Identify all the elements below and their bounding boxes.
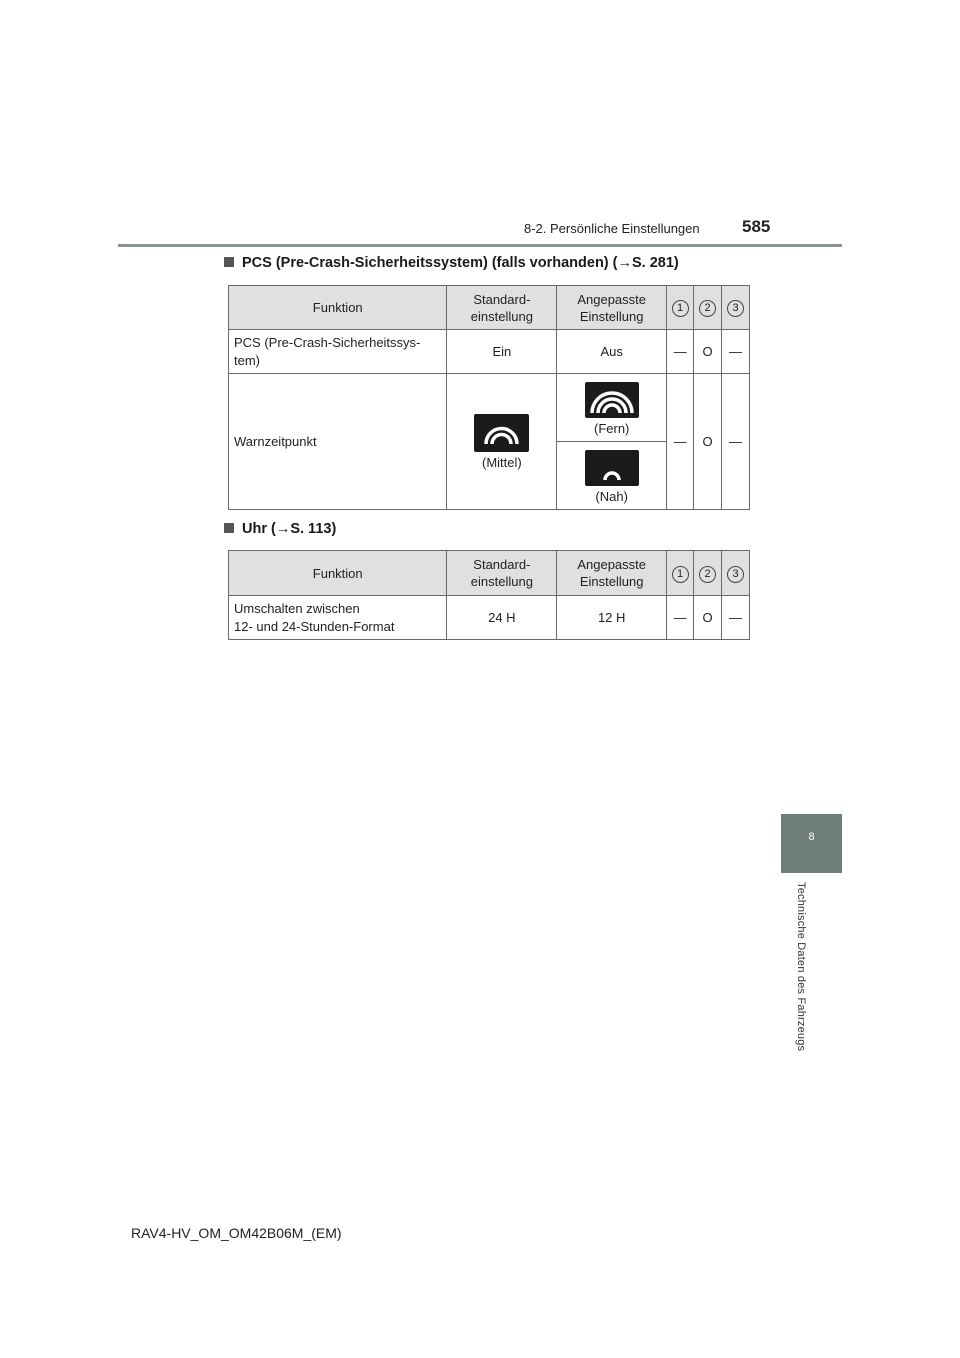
method-1-badge: 1 [672, 300, 689, 317]
col-header-method-3 [722, 286, 750, 330]
row-function: Warnzeitpunkt [229, 374, 447, 510]
col-header-custom: Angepasste Einstellung [557, 286, 667, 330]
row-mark-1: — [667, 330, 694, 374]
row-function: Umschalten zwischen 12- und 24-Stunden-Format [229, 596, 447, 640]
col-header-method-2 [694, 551, 722, 596]
col-header-method-1 [667, 551, 694, 596]
table-row [229, 374, 750, 442]
row-mark-2: O [694, 330, 722, 374]
row-custom-far [557, 374, 667, 442]
method-3-badge: 3 [727, 566, 744, 583]
pcs-heading [224, 255, 679, 271]
row-mark-1: — [667, 374, 694, 510]
row-mark-2: O [694, 596, 722, 640]
header-rule [118, 244, 842, 247]
row-custom: Aus [557, 330, 667, 374]
chapter-tab: 8 [781, 814, 842, 873]
bullet-square-icon [224, 257, 234, 267]
row-default: Ein [447, 330, 557, 374]
pcs-heading-text: PCS (Pre-Crash-Sicherheitssystem) (falls vorhanden) (→S. 281) [242, 255, 679, 271]
table-row [229, 596, 750, 640]
bullet-square-icon [224, 523, 234, 533]
row-custom: 12 H [557, 596, 667, 640]
col-header-custom: Angepasste Einstellung [557, 551, 667, 596]
row-custom-near [557, 442, 667, 510]
clock-settings-table [228, 550, 750, 640]
row-mark-3: — [722, 596, 750, 640]
row-function: PCS (Pre-Crash-Sicherheitssys- tem) [229, 330, 447, 374]
col-header-function: Funktion [229, 551, 447, 596]
section-title: 8-2. Persönliche Einstellungen [524, 221, 700, 236]
row-default [447, 374, 557, 510]
method-3-badge: 3 [727, 300, 744, 317]
warning-timing-far-icon [585, 382, 639, 418]
near-caption: (Nah) [595, 489, 628, 504]
col-header-function: Funktion [229, 286, 447, 330]
col-header-method-3 [722, 551, 750, 596]
warning-timing-medium-icon [474, 414, 529, 452]
method-2-badge: 2 [699, 300, 716, 317]
table-row [229, 330, 750, 374]
row-mark-3: — [722, 330, 750, 374]
row-mark-3: — [722, 374, 750, 510]
method-1-badge: 1 [672, 566, 689, 583]
col-header-default: Standard- einstellung [447, 551, 557, 596]
medium-caption: (Mittel) [482, 454, 522, 470]
method-2-badge: 2 [699, 566, 716, 583]
col-header-default: Standard- einstellung [447, 286, 557, 330]
col-header-method-2 [694, 286, 722, 330]
document-code: RAV4-HV_OM_OM42B06M_(EM) [131, 1225, 342, 1241]
far-caption: (Fern) [593, 421, 630, 436]
warning-timing-near-icon [585, 450, 639, 486]
page-number: 585 [742, 217, 771, 236]
pcs-settings-table [228, 285, 750, 510]
clock-heading [224, 521, 336, 537]
row-mark-1: — [667, 596, 694, 640]
chapter-title: Technische Daten des Fahrzeugs [795, 882, 807, 1052]
row-default: 24 H [447, 596, 557, 640]
clock-heading-text: Uhr (→S. 113) [242, 521, 337, 537]
row-mark-2: O [694, 374, 722, 510]
col-header-method-1 [667, 286, 694, 330]
